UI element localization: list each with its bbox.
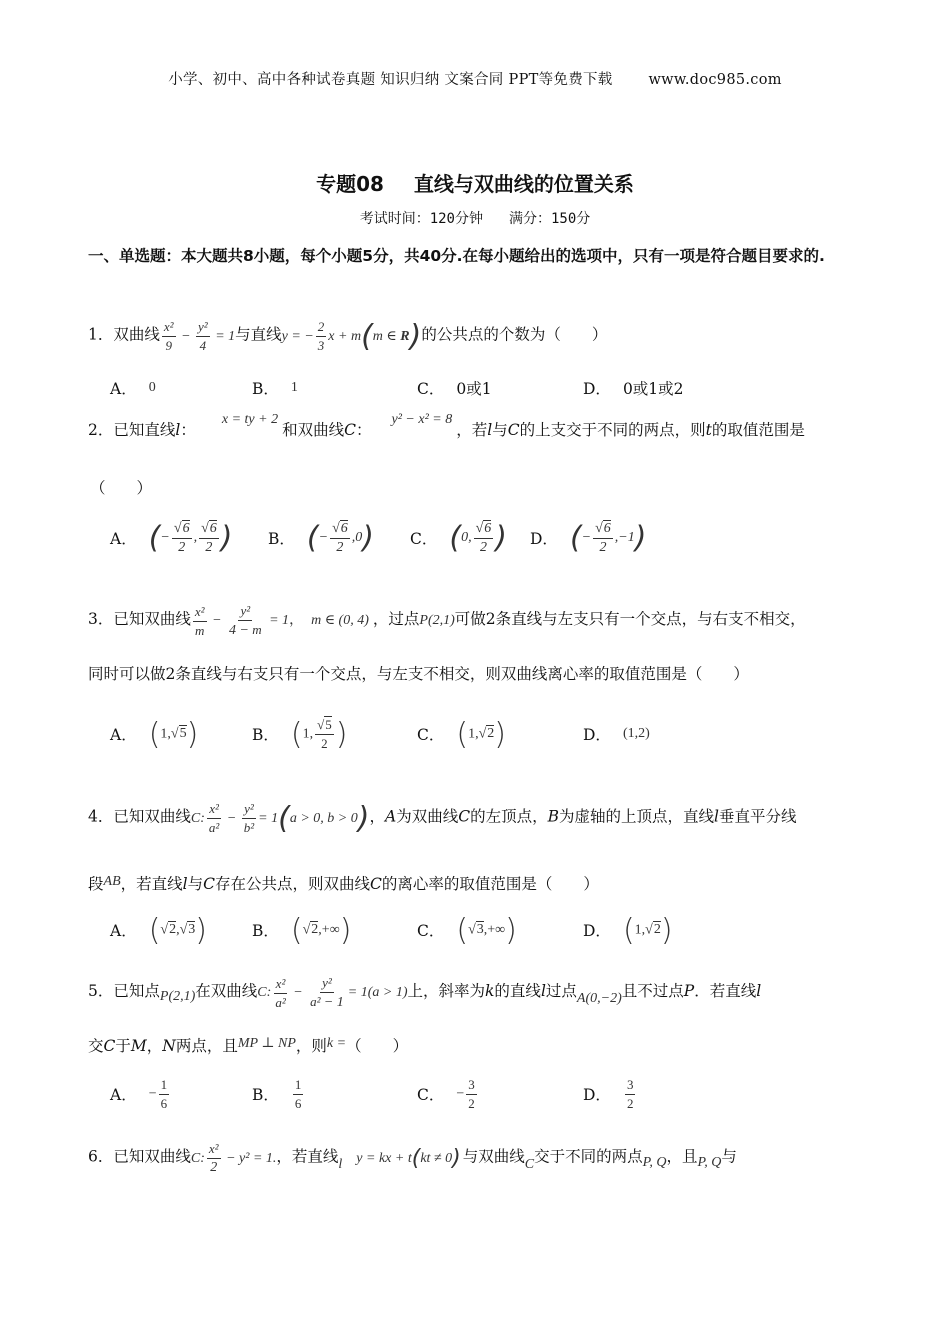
option-c[interactable] bbox=[410, 518, 507, 558]
text: 过点 bbox=[545, 982, 577, 1001]
page-header bbox=[0, 68, 950, 89]
question-5 bbox=[88, 974, 878, 1012]
text: ，若 bbox=[456, 421, 488, 439]
text: 于 bbox=[115, 1037, 131, 1055]
formula: (− $\frac{√6}{2}$ , $\frac{√6}{2}$ ) bbox=[148, 520, 233, 556]
formula: (0, $\frac{√6}{2}$ ) bbox=[449, 520, 507, 556]
text: C bbox=[344, 421, 356, 439]
text: C bbox=[370, 875, 382, 893]
text: 已知双曲线 bbox=[113, 1147, 191, 1166]
question-number: 6． bbox=[88, 1147, 114, 1166]
text: 且不过点 bbox=[621, 982, 684, 1001]
option-b[interactable] bbox=[252, 714, 347, 754]
option-label: B． bbox=[252, 380, 279, 398]
text: 上，斜率为 bbox=[407, 982, 486, 1001]
text: 的左顶点， bbox=[470, 807, 548, 826]
option-c[interactable] bbox=[417, 714, 506, 754]
text: ，且 bbox=[666, 1147, 698, 1166]
formula: (− $\frac{√6}{2}$ ,0) bbox=[306, 520, 374, 556]
question-number: 5． bbox=[88, 982, 114, 1001]
text: 交于不同的两点 bbox=[534, 1147, 643, 1166]
title-topic: 专题08 bbox=[316, 172, 384, 196]
option-a[interactable] bbox=[110, 1074, 171, 1114]
option-b[interactable] bbox=[252, 1074, 305, 1114]
text: k bbox=[485, 982, 495, 1001]
question-2 bbox=[88, 412, 878, 444]
formula: y = − $\frac{2}{3}$ x + m(m ∈ R) bbox=[281, 318, 422, 354]
option-b[interactable] bbox=[252, 368, 298, 408]
question-5-line-2 bbox=[88, 1034, 878, 1060]
option-label: C． bbox=[417, 380, 445, 398]
formula: (√2,√3) bbox=[148, 912, 208, 948]
formula: P(2,1) bbox=[159, 989, 196, 1005]
option-label: A． bbox=[110, 1086, 137, 1104]
question-number: 1． bbox=[88, 325, 114, 344]
text: 存在公共点，则双曲线 bbox=[215, 875, 371, 893]
formula: (1,2) bbox=[622, 726, 650, 741]
formula: y² − x² = 8 bbox=[391, 412, 453, 427]
exam-info bbox=[0, 208, 950, 228]
text: 与 bbox=[187, 875, 204, 893]
option-d[interactable] bbox=[583, 714, 650, 754]
formula: C bbox=[524, 1156, 535, 1172]
formula: x = ty + 2 bbox=[221, 412, 279, 427]
text: ： bbox=[356, 421, 372, 439]
formula: P, Q bbox=[697, 1154, 722, 1170]
option-a[interactable] bbox=[110, 368, 156, 408]
text: l bbox=[182, 875, 188, 893]
formula: $\frac{3}{2}$ bbox=[626, 1076, 634, 1111]
text: 可做2条直线与左支只有一个交点，与右支不相交， bbox=[454, 610, 806, 629]
text: 已知双曲线 bbox=[113, 807, 191, 826]
text: 在双曲线 bbox=[195, 982, 258, 1001]
option-text: 0或1 bbox=[456, 380, 492, 398]
option-a[interactable] bbox=[110, 518, 232, 558]
section-heading: 一、单选题：本大题共8小题，每个小题5分，共40分.在每小题给出的选项中，只有一项是符合题目要求的. bbox=[88, 247, 825, 265]
text: C bbox=[103, 1037, 116, 1055]
text: 的直线 bbox=[494, 982, 541, 1001]
question-6 bbox=[88, 1140, 878, 1177]
formula: l bbox=[338, 1156, 343, 1172]
formula: P, Q bbox=[642, 1154, 667, 1170]
formula: (− $\frac{√6}{2}$ ,−1) bbox=[569, 520, 647, 556]
formula: $\frac{1}{6}$ bbox=[294, 1076, 302, 1111]
option-b[interactable] bbox=[268, 518, 374, 558]
option-text: 0或1或2 bbox=[622, 380, 684, 398]
text: t bbox=[705, 421, 712, 439]
text: 交 bbox=[88, 1037, 104, 1055]
header-site: www.doc985.com bbox=[648, 72, 782, 88]
question-4-line-2 bbox=[88, 872, 878, 898]
option-text: 0 bbox=[148, 380, 156, 395]
question-3: 3．已知双曲线 $\frac{\text{x²}}{m}$ − $\frac{\text{y²}}{4 - m}$ = 1， m ∈ (0, 4) ，过点P(2,1)可做2条直线与左支只有一个交点，与右支不相交， bbox=[88, 603, 806, 638]
option-label: B． bbox=[252, 922, 279, 940]
text: ，过点 bbox=[372, 610, 420, 629]
text: l bbox=[175, 421, 181, 439]
option-label: D． bbox=[583, 380, 611, 398]
option-label: A． bbox=[110, 380, 137, 398]
text: ，则 bbox=[295, 1037, 327, 1055]
option-label: D． bbox=[530, 530, 558, 548]
text: 与直线 bbox=[235, 325, 282, 344]
option-d[interactable] bbox=[583, 910, 673, 950]
text: 与双曲线 bbox=[462, 1147, 525, 1166]
option-label: A． bbox=[110, 530, 137, 548]
formula: MP ⊥ NP bbox=[237, 1036, 296, 1051]
question-number: 4． bbox=[88, 807, 114, 826]
formula: k = bbox=[326, 1036, 347, 1051]
option-d[interactable] bbox=[530, 518, 646, 558]
formula: AB bbox=[103, 874, 121, 889]
text: 双曲线 bbox=[113, 325, 160, 344]
text: P bbox=[683, 982, 695, 1001]
header-text: 小学、初中、高中各种试卷真题 知识归纳 文案合同 PPT等免费下载 bbox=[168, 72, 613, 88]
option-label: B． bbox=[268, 530, 295, 548]
option-label: C． bbox=[417, 726, 445, 744]
text: C bbox=[458, 807, 471, 826]
text: N bbox=[162, 1037, 176, 1055]
option-d[interactable] bbox=[583, 368, 684, 408]
exam-time: 考试时间：120分钟 bbox=[359, 211, 483, 227]
text: ： bbox=[180, 421, 196, 439]
option-label: A． bbox=[110, 726, 137, 744]
formula: m ∈ (0, 4) bbox=[311, 613, 369, 629]
text: l bbox=[714, 807, 719, 826]
question-1 bbox=[88, 318, 878, 355]
formula: (1,√2) bbox=[622, 912, 673, 948]
option-d[interactable] bbox=[583, 1074, 637, 1114]
option-c[interactable] bbox=[417, 1074, 479, 1114]
option-label: C． bbox=[417, 1086, 445, 1104]
formula: − $\frac{1}{6}$ bbox=[148, 1076, 168, 1111]
formula: (√3,+∞) bbox=[456, 912, 517, 948]
formula: − $\frac{3}{2}$ bbox=[456, 1076, 475, 1111]
text: B bbox=[547, 807, 559, 826]
question-number: 2． bbox=[88, 421, 114, 439]
text: 垂直平分线 bbox=[718, 807, 797, 826]
text: 为双曲线 bbox=[396, 807, 459, 826]
text: C bbox=[203, 875, 215, 893]
text: l bbox=[540, 982, 546, 1001]
option-label: A． bbox=[110, 922, 137, 940]
text: l bbox=[487, 421, 493, 439]
formula: (√2,+∞) bbox=[290, 912, 352, 948]
formula: A(0,−2) bbox=[576, 991, 622, 1007]
question-3-line-2: 同时可以做2条直线与右支只有一个交点，与左支不相交，则双曲线离心率的取值范围是（ ） bbox=[88, 665, 749, 683]
text: C bbox=[507, 421, 520, 439]
text: 已知双曲线 bbox=[113, 610, 191, 629]
exam-score: 满分：150分 bbox=[509, 211, 591, 227]
text: 已知直线 bbox=[113, 421, 176, 439]
option-label: C． bbox=[417, 922, 445, 940]
formula: (1,√2) bbox=[456, 716, 506, 752]
text: M bbox=[130, 1037, 147, 1055]
formula: (1,√5) bbox=[148, 716, 199, 752]
option-a[interactable] bbox=[110, 714, 198, 754]
text: 两点，且 bbox=[175, 1037, 238, 1055]
formula: (1, $\frac{√5}{2}$ ) bbox=[290, 716, 348, 752]
option-label: B． bbox=[252, 726, 279, 744]
text: ， bbox=[369, 807, 385, 826]
option-c[interactable] bbox=[417, 368, 492, 408]
text: A bbox=[384, 807, 397, 826]
text: 的公共点的个数为（ ） bbox=[421, 325, 608, 344]
option-label: D． bbox=[583, 1086, 611, 1104]
text: 的上支交于不同的两点，则 bbox=[519, 421, 706, 439]
option-label: D． bbox=[583, 726, 611, 744]
formula: $\frac{\text{x²}}{9}$ − $\frac{\text{y²}}{4}$ = 1 bbox=[163, 319, 236, 353]
text: 与 bbox=[721, 1147, 737, 1166]
question-4 bbox=[88, 800, 878, 837]
formula: P(2,1) bbox=[419, 613, 455, 629]
text: ，若直线 bbox=[120, 875, 183, 893]
text: 的取值范围是 bbox=[711, 421, 805, 439]
question-number: 3． bbox=[88, 610, 114, 629]
text: ．若直线 bbox=[694, 982, 757, 1001]
text: 和双曲线 bbox=[282, 421, 345, 439]
text: 段 bbox=[88, 875, 104, 893]
text: l bbox=[756, 982, 762, 1001]
text: 已知点 bbox=[113, 982, 160, 1001]
formula: C: $\frac{\text{x²}}{\text{a²}}$ − $\frac{\text{y²}}{\text{a² − 1}}$ = 1(a > 1) bbox=[257, 975, 408, 1010]
option-text: 1 bbox=[290, 380, 298, 395]
option-c[interactable] bbox=[417, 910, 517, 950]
option-label: B． bbox=[252, 1086, 279, 1104]
text: 的离心率的取值范围是（ ） bbox=[381, 875, 599, 893]
text: （ ） bbox=[346, 1037, 409, 1055]
option-a[interactable] bbox=[110, 910, 207, 950]
option-label: C． bbox=[410, 530, 438, 548]
text: ，若直线 bbox=[276, 1147, 339, 1166]
option-label: D． bbox=[583, 922, 611, 940]
text: ， bbox=[146, 1037, 163, 1055]
formula: $\frac{\text{x²}}{m}$ − $\frac{\text{y²}}{4 - m}$ = 1 bbox=[194, 603, 290, 638]
option-b[interactable] bbox=[252, 910, 351, 950]
formula: C: $\frac{\text{x²}}{2}$ − y² = 1. bbox=[190, 1141, 277, 1175]
text: 与 bbox=[492, 421, 508, 439]
document-title bbox=[0, 168, 950, 197]
text: 为虚轴的上顶点，直线 bbox=[558, 807, 714, 826]
formula: C: $\frac{\text{x²}}{\text{a²}}$ − $\frac{\text{y²}}{\text{b²}}$ = 1(a > 0, b > 0) bbox=[190, 800, 370, 836]
title-name: 直线与双曲线的位置关系 bbox=[413, 172, 634, 196]
question-2-paren: （ ） bbox=[90, 479, 153, 497]
formula: y = kx + t(kt ≠ 0) bbox=[356, 1145, 461, 1171]
